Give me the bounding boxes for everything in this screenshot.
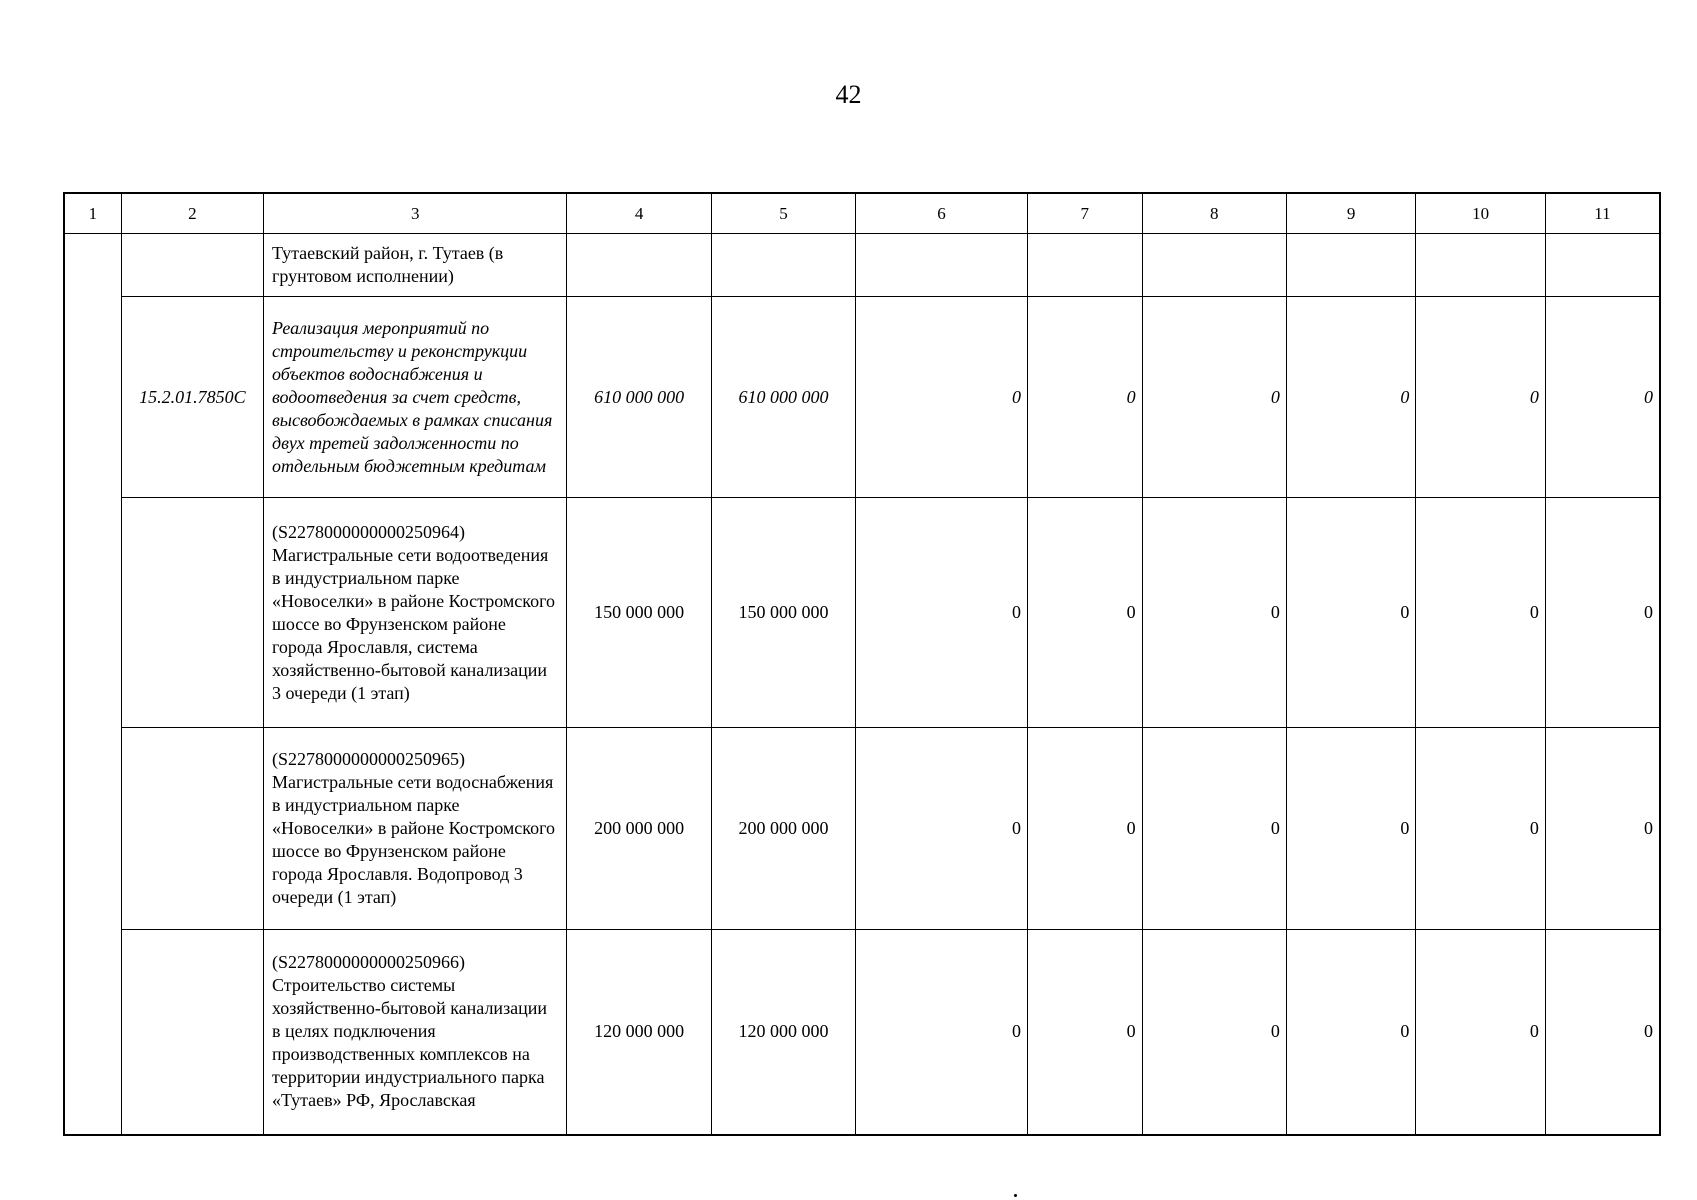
value-cell: 0 — [1416, 930, 1545, 1135]
value-cell: 0 — [1545, 297, 1660, 498]
amount-cell: 150 000 000 — [711, 498, 855, 728]
value-cell: 0 — [1286, 297, 1415, 498]
page-number: 42 — [835, 80, 862, 109]
code-cell — [121, 234, 263, 297]
description-cell: Тутаевский район, г. Тутаев (в грунтовом исполнении) — [263, 234, 566, 297]
column-header: 9 — [1286, 193, 1415, 234]
value-cell — [1028, 234, 1143, 297]
amount-cell: 120 000 000 — [711, 930, 855, 1135]
amount-cell: 150 000 000 — [567, 498, 711, 728]
amount-cell: 610 000 000 — [711, 297, 855, 498]
column-header: 2 — [121, 193, 263, 234]
amount-cell: 120 000 000 — [567, 930, 711, 1135]
value-cell — [1545, 234, 1660, 297]
value-cell: 0 — [1286, 728, 1415, 930]
value-cell — [856, 234, 1028, 297]
value-cell: 0 — [856, 498, 1028, 728]
value-cell: 0 — [1142, 930, 1286, 1135]
amount-cell — [567, 234, 711, 297]
table-row — [64, 498, 1660, 728]
table-row — [64, 930, 1660, 1135]
column-header: 7 — [1028, 193, 1143, 234]
code-cell — [121, 728, 263, 930]
value-cell: 0 — [1416, 297, 1545, 498]
description-cell: (S2278000000000250964) Магистральные сети водоотведения в индустриальном парке «Новоселки» в районе Костромского шоссе во Фрунзенском районе города Ярославля, система хозяйственно-бытовой канализации 3 очереди (1 этап) — [263, 498, 566, 728]
amount-cell — [711, 234, 855, 297]
value-cell: 0 — [1142, 728, 1286, 930]
value-cell: 0 — [1286, 930, 1415, 1135]
value-cell: 0 — [856, 728, 1028, 930]
value-cell: 0 — [1286, 498, 1415, 728]
table-row — [64, 297, 1660, 498]
code-cell — [121, 930, 263, 1135]
code-cell — [121, 498, 263, 728]
table-row — [64, 234, 1660, 297]
description-cell: (S2278000000000250966) Строительство системы хозяйственно-бытовой канализации в целях подключения производственных комплексов на территории индустриального парка «Тутаев» РФ, Ярославская — [263, 930, 566, 1135]
value-cell: 0 — [856, 930, 1028, 1135]
column-header: 10 — [1416, 193, 1545, 234]
column-header: 6 — [856, 193, 1028, 234]
value-cell — [1142, 234, 1286, 297]
description-cell: (S2278000000000250965) Магистральные сети водоснабжения в индустриальном парке «Новоселки» в районе Костромского шоссе во Фрунзенском районе города Ярославля. Водопровод 3 очереди (1 этап) — [263, 728, 566, 930]
value-cell: 0 — [1142, 498, 1286, 728]
column-header: 1 — [64, 193, 121, 234]
column-header: 11 — [1545, 193, 1660, 234]
value-cell: 0 — [1028, 498, 1143, 728]
value-cell: 0 — [856, 297, 1028, 498]
value-cell: 0 — [1545, 930, 1660, 1135]
amount-cell: 200 000 000 — [567, 728, 711, 930]
value-cell: 0 — [1142, 297, 1286, 498]
value-cell: 0 — [1028, 297, 1143, 498]
column-header: 3 — [263, 193, 566, 234]
value-cell — [1286, 234, 1415, 297]
scan-speck — [1014, 1194, 1017, 1197]
row-number-cell — [64, 234, 121, 1135]
value-cell: 0 — [1416, 498, 1545, 728]
code-cell: 15.2.01.7850C — [121, 297, 263, 498]
value-cell: 0 — [1545, 728, 1660, 930]
budget-table — [63, 192, 1661, 1136]
value-cell: 0 — [1416, 728, 1545, 930]
value-cell — [1416, 234, 1545, 297]
table-header-row — [64, 193, 1660, 234]
value-cell: 0 — [1545, 498, 1660, 728]
value-cell: 0 — [1028, 930, 1143, 1135]
table-row — [64, 728, 1660, 930]
amount-cell: 610 000 000 — [567, 297, 711, 498]
value-cell: 0 — [1028, 728, 1143, 930]
description-cell: Реализация мероприятий по строительству и реконструкции объектов водоснабжения и водоотведения за счет средств, высвобождаемых в рамках списания двух третей задолженности по отдельным бюджетным кредитам — [263, 297, 566, 498]
column-header: 5 — [711, 193, 855, 234]
column-header: 4 — [567, 193, 711, 234]
column-header: 8 — [1142, 193, 1286, 234]
amount-cell: 200 000 000 — [711, 728, 855, 930]
